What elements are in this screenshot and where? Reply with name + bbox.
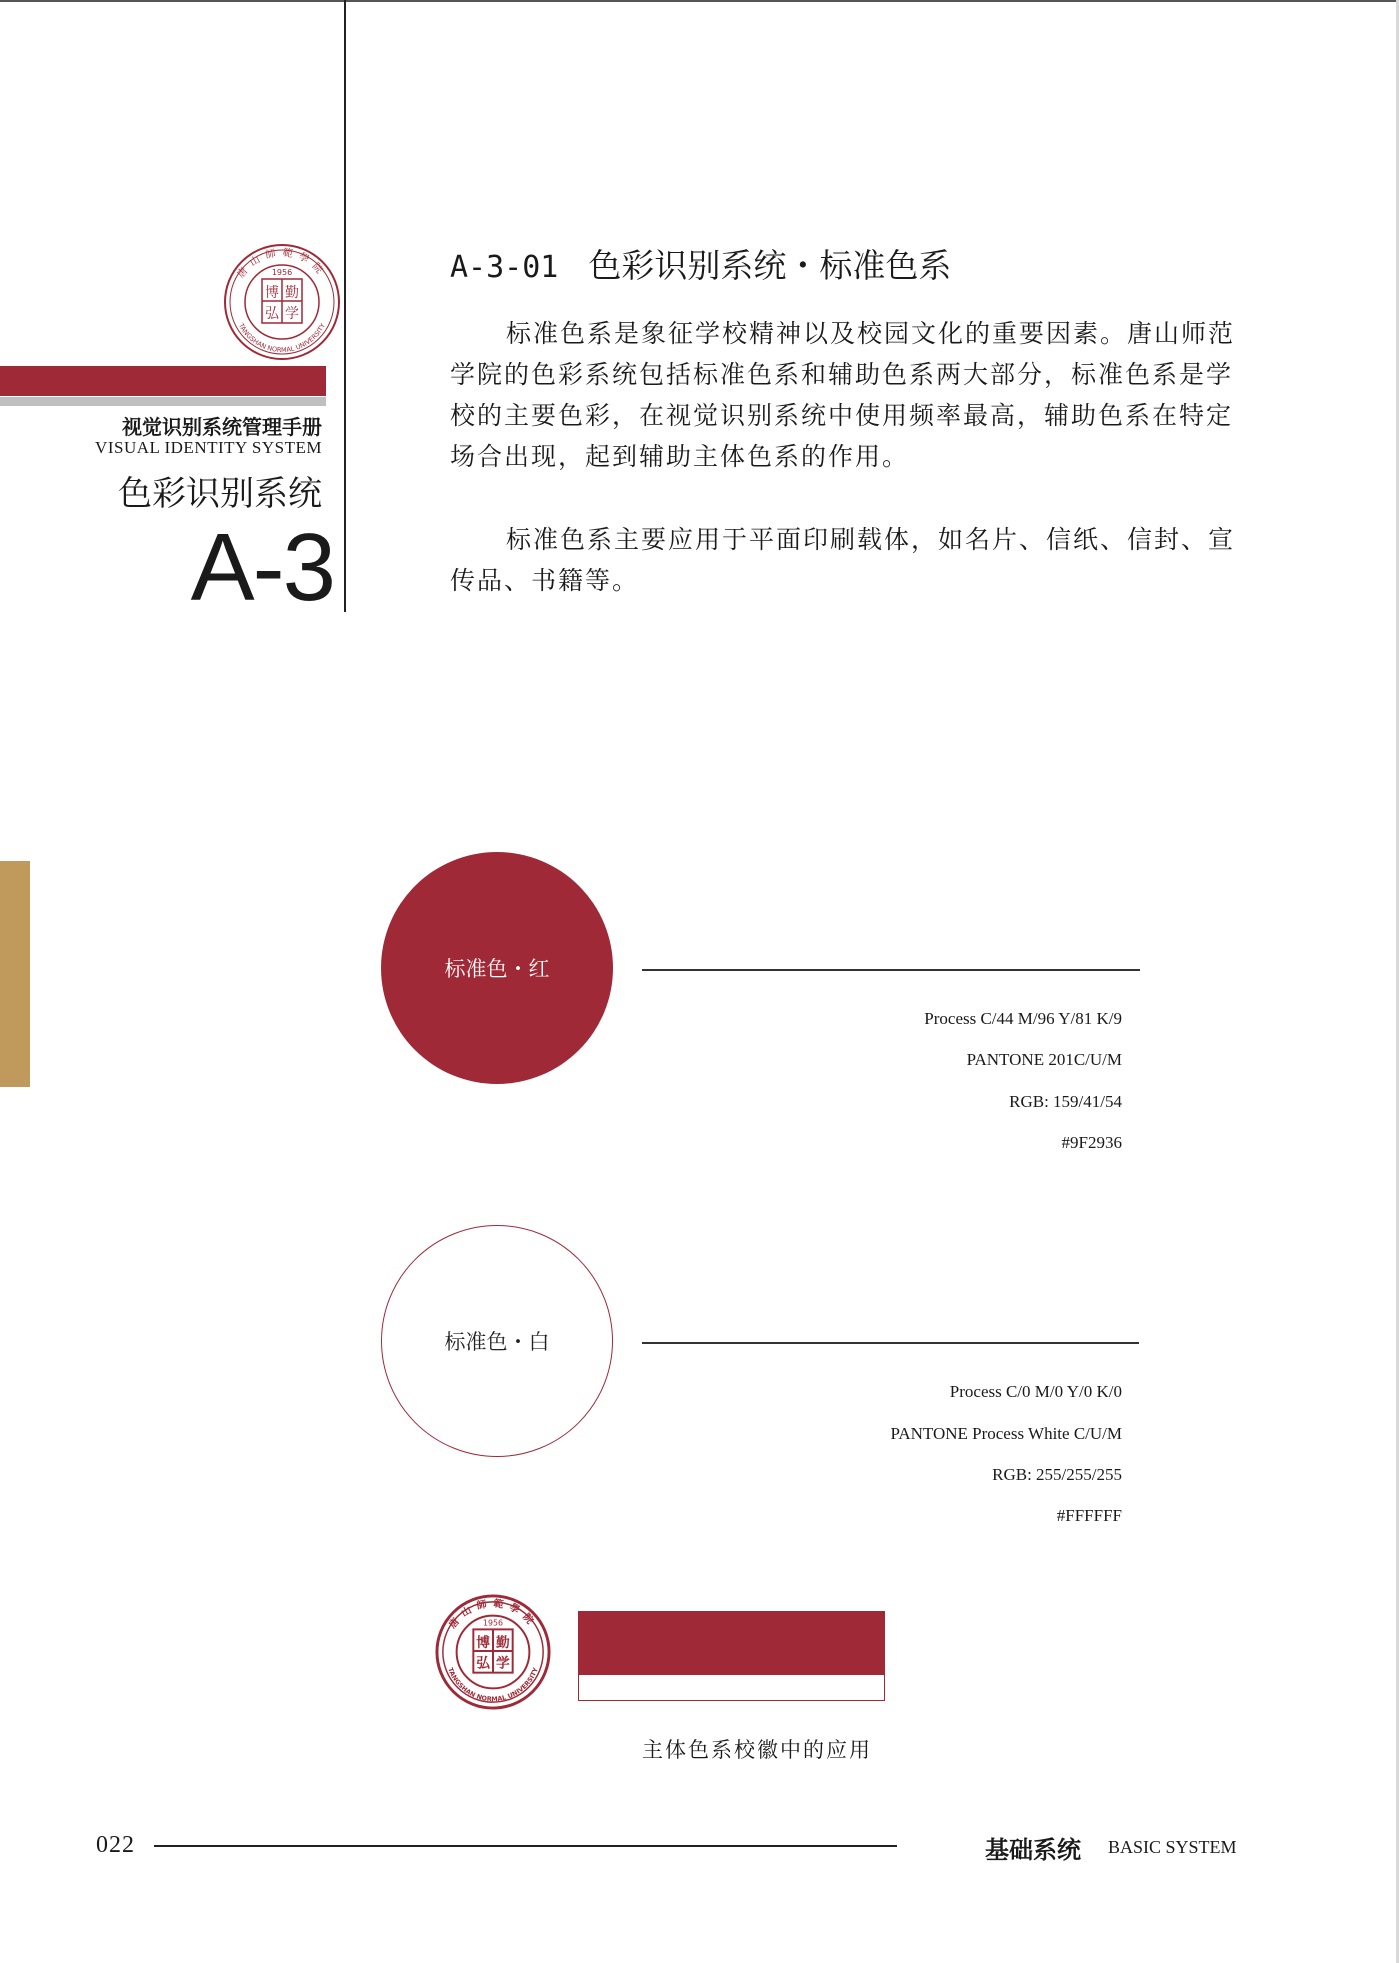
section-title: 色彩识别系统 [118, 474, 322, 514]
seal-ring-en: TANGSHAN NORMAL UNIVERSITY [237, 322, 328, 355]
swatch-white-label: 标准色・白 [444, 1330, 550, 1354]
university-seal-logo [222, 242, 342, 362]
seal-char-2: 勤 [285, 285, 299, 301]
section-code: A-3 [190, 514, 334, 621]
seal-year: 1956 [271, 268, 293, 277]
red-hex-value: #9F2936 [1061, 1133, 1122, 1152]
footer-system-cn: 基础系统 [985, 1836, 1081, 1864]
white-hex-value: #FFFFFF [1056, 1506, 1122, 1525]
app-seal-ring-en: TANGSHAN NORMAL UNIVERSITY [446, 1666, 540, 1704]
seal-ring-cn: 唐山師範學院 [235, 247, 329, 281]
app-seal-ring-cn: 唐山師範學院 [447, 1598, 539, 1631]
seal-char-3: 弘 [265, 306, 279, 322]
app-seal-char-4: 学 [495, 1655, 510, 1672]
footer-rule [154, 1845, 897, 1847]
application-seal-logo [434, 1593, 552, 1711]
seal-char-4: 学 [285, 306, 299, 322]
page-heading [450, 240, 951, 287]
white-rgb-value: RGB: 255/255/255 [992, 1465, 1122, 1484]
white-process-value: Process C/0 M/0 Y/0 K/0 [949, 1382, 1122, 1401]
red-process-value: Process C/44 M/96 Y/81 K/9 [924, 1009, 1122, 1028]
application-white-bar [578, 1675, 885, 1701]
page-number: 022 [96, 1832, 135, 1858]
footer-system-en: BASIC SYSTEM [1108, 1837, 1237, 1857]
red-rgb-value: RGB: 159/41/54 [1009, 1092, 1122, 1111]
sidebar-grey-band [0, 397, 326, 406]
manual-title-cn: 视觉识别系统管理手册 [122, 415, 322, 439]
sidebar-divider-line [344, 0, 346, 612]
heading-title: 色彩识别系统・标准色系 [588, 246, 952, 285]
manual-title-en: VISUAL IDENTITY SYSTEM [95, 438, 322, 457]
application-red-bar [578, 1611, 885, 1675]
swatch-red-label: 标准色・红 [444, 957, 550, 981]
red-spec-divider [642, 969, 1140, 971]
heading-code: A-3-01 [450, 250, 559, 285]
usage-paragraph: 标准色系主要应用于平面印刷载体，如名片、信纸、信封、宣传品、书籍等。 [450, 525, 1236, 595]
application-caption: 主体色系校徽中的应用 [642, 1738, 872, 1762]
intro-paragraph: 标准色系是象征学校精神以及校园文化的重要因素。唐山师范学院的色彩系统包括标准色系和辅助色系两大部分，标准色系是学校的主要色彩，在视觉识别系统中使用频率最高，辅助色系在特定场合出现，起到辅助主体色系的作用。 [450, 319, 1236, 471]
white-pantone-value: PANTONE Process White C/U/M [890, 1424, 1122, 1443]
sidebar-red-band [0, 366, 326, 396]
gold-side-tab [0, 861, 30, 1087]
white-spec-divider [642, 1342, 1139, 1344]
app-seal-char-2: 勤 [495, 1635, 510, 1652]
red-pantone-value: PANTONE 201C/U/M [966, 1050, 1122, 1069]
swatch-standard-red [381, 852, 613, 1084]
app-seal-char-3: 弘 [476, 1655, 491, 1672]
app-seal-char-1: 博 [476, 1635, 491, 1652]
seal-char-1: 博 [265, 285, 279, 301]
app-seal-year: 1956 [482, 1618, 504, 1628]
swatch-standard-white [381, 1225, 613, 1457]
